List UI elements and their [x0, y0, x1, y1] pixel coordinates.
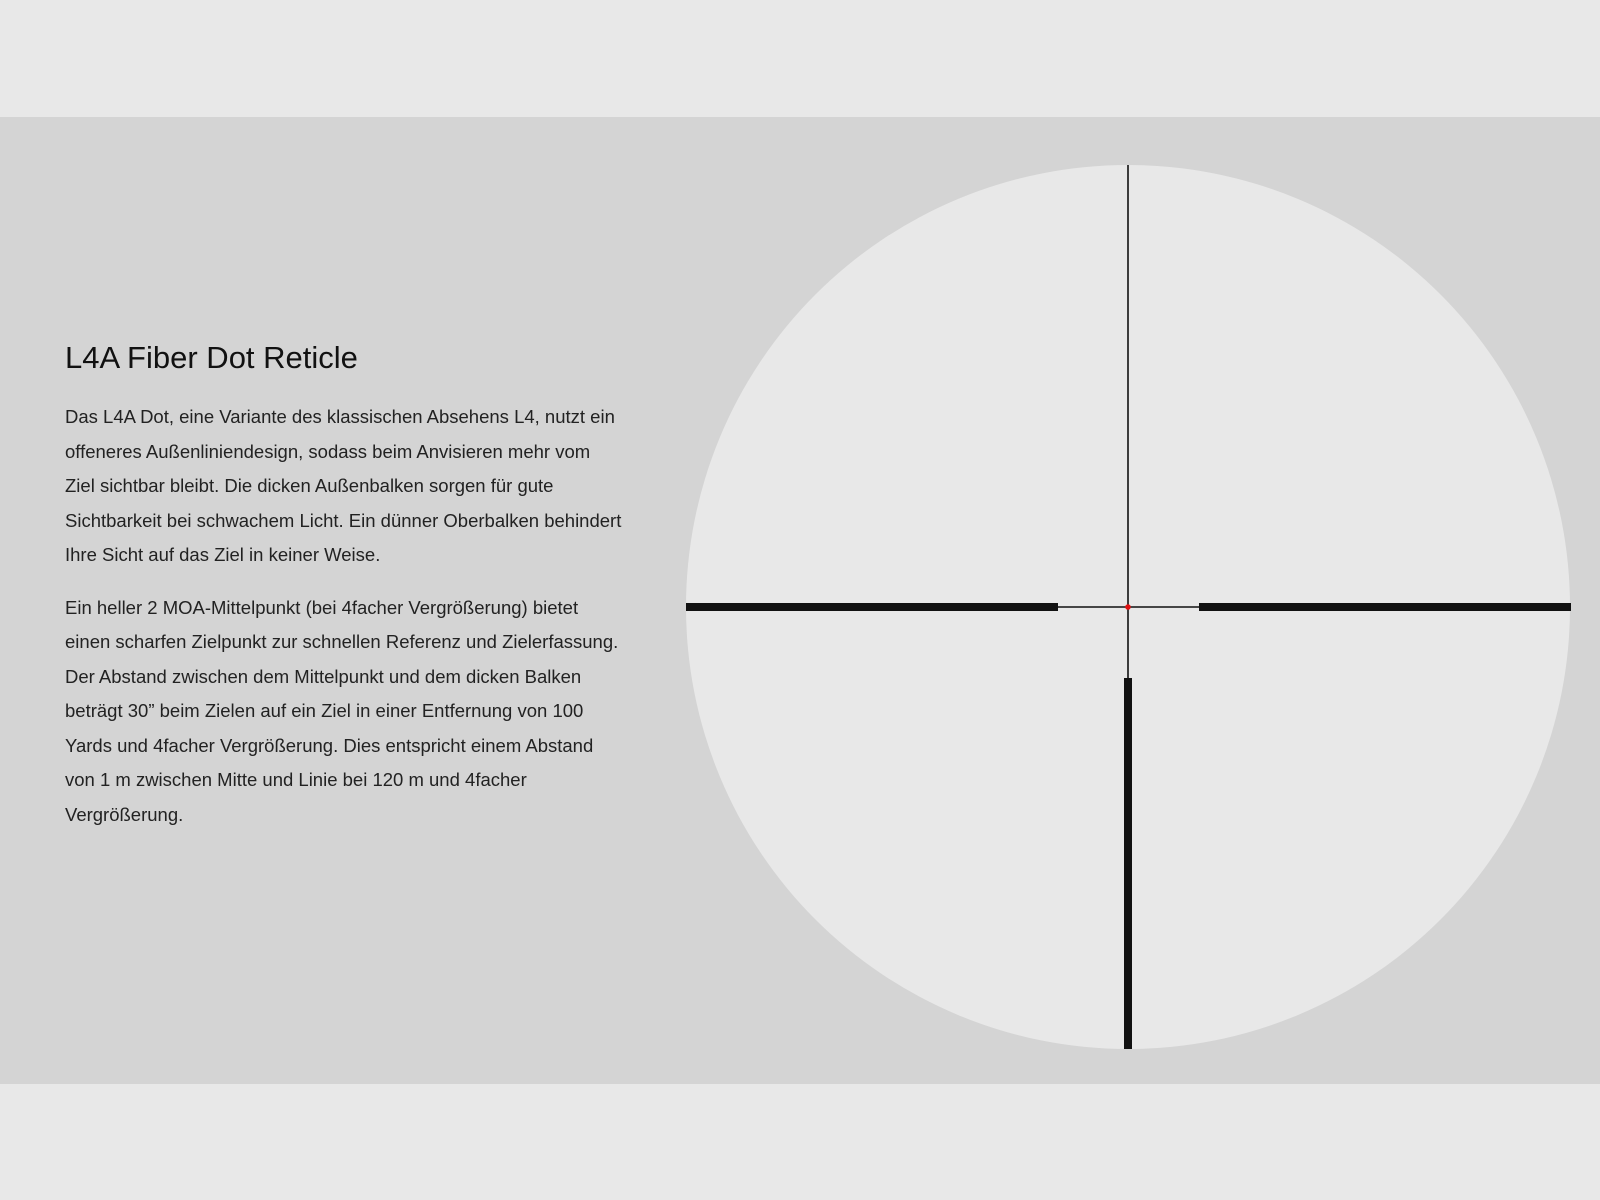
thick-bottom-post [1124, 678, 1132, 1049]
description-paragraph-1: Das L4A Dot, eine Variante des klassischen Absehens L4, nutzt ein offeneres Außenliniendesign, sodass beim Anvisieren mehr vom Ziel sichtbar bleibt. Die dicken Außenbalken sorgen für gute Sichtbarkeit bei schwachem Licht. Ein dünner Oberbalken behindert Ihre Sicht auf das Ziel in keiner Weise. [65, 406, 622, 565]
description-paragraph-2: Ein heller 2 MOA-Mittelpunkt (bei 4facher Vergrößerung) bietet einen scharfen Zielpunkt zur schnellen Referenz und Zielerfassung. Der Abstand zwischen dem Mittelpunkt und dem dicken Balken beträgt 30” beim Zielen auf ein Ziel in einer Entfernung von 100 Yards und 4facher Vergrößerung. Dies entspricht einem Abstand von 1 m zwischen Mitte und Linie bei 120 m und 4facher Vergrößerung. [65, 596, 619, 825]
thick-left-post [686, 603, 1058, 611]
reticle-title: L4A Fiber Dot Reticle [65, 340, 358, 375]
center-dot [1125, 604, 1131, 610]
thick-right-post [1199, 603, 1571, 611]
